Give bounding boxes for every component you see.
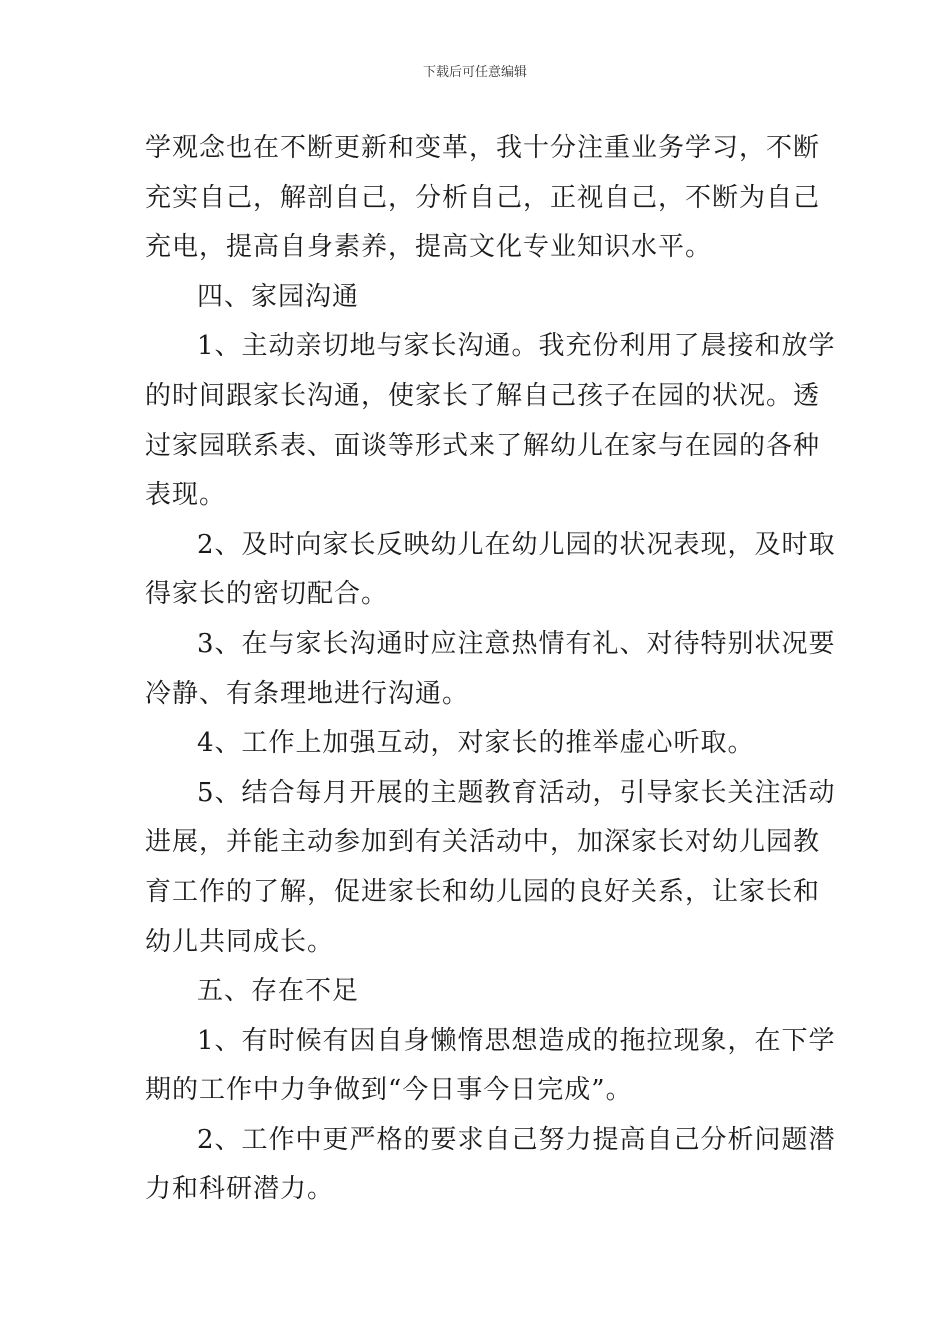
text-line: 幼儿共同成长。 <box>145 926 335 957</box>
text-line: 力和科研潜力。 <box>145 1174 335 1205</box>
text-line: 冷静、有条理地进行沟通。 <box>145 678 470 709</box>
text-line: 5、结合每月开展的主题教育活动，引导家长关注活动 <box>197 777 836 808</box>
text-line: 4、工作上加强互动，对家长的推举虚心听取。 <box>197 728 755 759</box>
text-line: 进展，并能主动参加到有关活动中，加深家长对幼儿园教 <box>145 827 821 858</box>
text-line: 充电，提高自身素养，提高文化专业知识水平。 <box>145 232 713 263</box>
text-line: 充实自己，解剖自己，分析自己，正视自己，不断为自己 <box>145 182 821 213</box>
text-line: 得家长的密切配合。 <box>145 579 389 610</box>
text-line: 1、主动亲切地与家长沟通。我充份利用了晨接和放学 <box>197 331 836 362</box>
text-line: 2、工作中更严格的要求自己努力提高自己分析问题潜 <box>197 1124 836 1155</box>
text-line: 的时间跟家长沟通，使家长了解自己孩子在园的状况。透 <box>145 380 821 411</box>
text-line: 表现。 <box>145 480 227 511</box>
text-line: 五、存在不足 <box>197 976 360 1007</box>
text-line: 2、及时向家长反映幼儿在幼儿园的状况表现，及时取 <box>197 529 836 560</box>
text-line: 期的工作中力争做到“今日事今日完成”。 <box>145 1075 633 1106</box>
text-line: 育工作的了解，促进家长和幼儿园的良好关系，让家长和 <box>145 876 821 907</box>
text-line: 四、家园沟通 <box>197 281 360 312</box>
text-line: 1、有时候有因自身懒惰思想造成的拖拉现象，在下学 <box>197 1025 836 1056</box>
text-line: 过家园联系表、面谈等形式来了解幼儿在家与在园的各种 <box>145 430 821 461</box>
text-line: 3、在与家长沟通时应注意热情有礼、对待特别状况要 <box>197 628 836 659</box>
document-body <box>145 124 836 1215</box>
text-line: 学观念也在不断更新和变革，我十分注重业务学习，不断 <box>145 133 821 163</box>
page-header: 下载后可任意编辑 <box>422 65 527 80</box>
